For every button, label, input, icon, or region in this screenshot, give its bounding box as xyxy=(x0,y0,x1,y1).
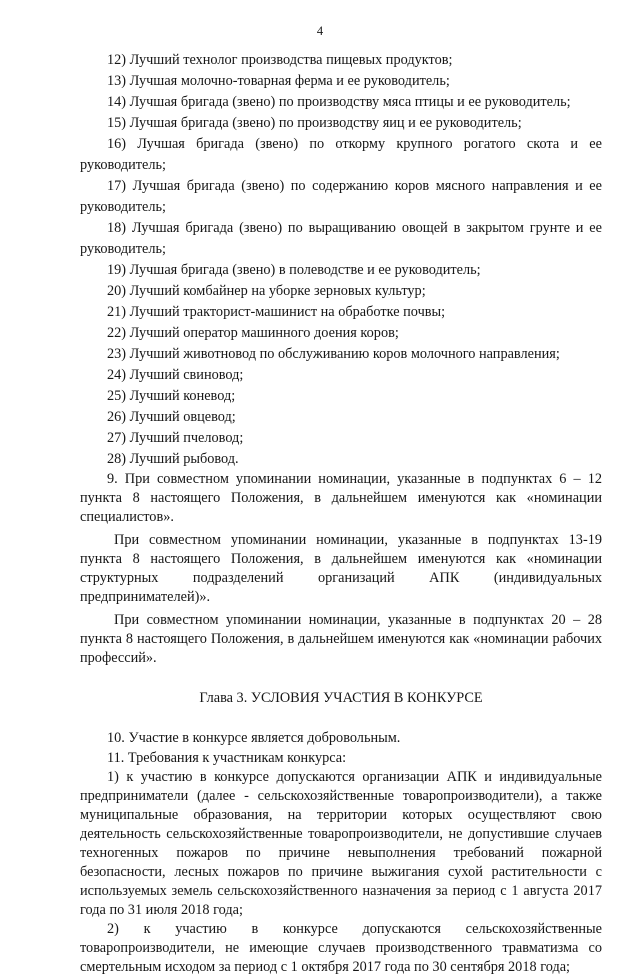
list-item: 28) Лучший рыбовод. xyxy=(107,451,239,467)
list-item: 22) Лучший оператор машинного доения коров; xyxy=(107,325,399,341)
list-item: 27) Лучший пчеловод; xyxy=(107,430,244,446)
list-item: 26) Лучший овцевод; xyxy=(107,409,236,425)
subpoint-2-paragraph: 2) к участию в конкурсе допускаются сельскохозяйственные товаропроизводители, не имеющие случаев производственного травматизма со смертельным исходом за период с 1 октября 2017 года по 30 сентября 2018 года; xyxy=(80,921,602,975)
list-item: 15) Лучшая бригада (звено) по производству яиц и ее руководитель; xyxy=(107,115,522,131)
list-item: 21) Лучший тракторист-машинист на обработке почвы; xyxy=(107,304,446,320)
list-item: 24) Лучший свиновод; xyxy=(107,367,244,383)
page-number: 4 xyxy=(316,24,324,38)
list-item: 20) Лучший комбайнер на уборке зерновых культур; xyxy=(107,283,426,299)
list-item: 13) Лучшая молочно-товарная ферма и ее руководитель; xyxy=(107,73,450,89)
list-item: 16) Лучшая бригада (звено) по откорму крупного рогатого скота и ее руководитель; xyxy=(80,136,602,173)
point-11-paragraph: 11. Требования к участникам конкурса: xyxy=(107,750,347,766)
list-item: 19) Лучшая бригада (звено) в полеводстве и ее руководитель; xyxy=(107,262,481,278)
point-9-paragraph: 9. При совместном упоминании номинации, указанные в подпунктах 6 – 12 пункта 8 настоящего Положения, в дальнейшем именуются как «номинации специалистов». xyxy=(80,471,602,525)
list-item: 23) Лучший животновод по обслуживанию коров молочного направления; xyxy=(107,346,560,362)
list-item: 14) Лучшая бригада (звено) по производству мяса птицы и ее руководитель; xyxy=(107,94,571,110)
point-9-paragraph: При совместном упоминании номинации, указанные в подпунктах 13-19 пункта 8 настоящего Положения, в дальнейшем именуются как «номинации структурных подразделений организаций АПК (индивидуальных предпринимателей)». xyxy=(80,532,602,605)
chapter-heading: Глава 3. УСЛОВИЯ УЧАСТИЯ В КОНКУРСЕ xyxy=(199,690,483,706)
list-item: 25) Лучший коневод; xyxy=(107,388,236,404)
list-item: 17) Лучшая бригада (звено) по содержанию коров мясного направления и ее руководитель; xyxy=(80,178,602,215)
nominations-list xyxy=(80,50,602,470)
list-item: 18) Лучшая бригада (звено) по выращиванию овощей в закрытом грунте и ее руководитель; xyxy=(80,220,602,257)
subpoint-1-paragraph: 1) к участию в конкурсе допускаются организации АПК и индивидуальные предприниматели (далее - сельскохозяйственные товаропроизводители), а также муниципальные образования, на территории которых осуществляют свою деятельность сельскохозяйственные товаропроизводители, не допустившие случаев техногенных пожаров по причине невыполнения требований пожарной безопасности, лесных пожаров по причине выжигания сухой растительности с используемых земель сельскохозяйственного назначения за период с 1 августа 2017 года по 31 июля 2018 года; xyxy=(80,769,602,918)
document-body xyxy=(80,50,602,977)
point-10-paragraph: 10. Участие в конкурсе является добровольным. xyxy=(107,730,401,746)
point-9-paragraph: При совместном упоминании номинации, указанные в подпунктах 20 – 28 пункта 8 настоящего Положения, в дальнейшем именуются как «номинации рабочих профессий». xyxy=(80,612,602,666)
list-item: 12) Лучший технолог производства пищевых продуктов; xyxy=(107,52,453,68)
